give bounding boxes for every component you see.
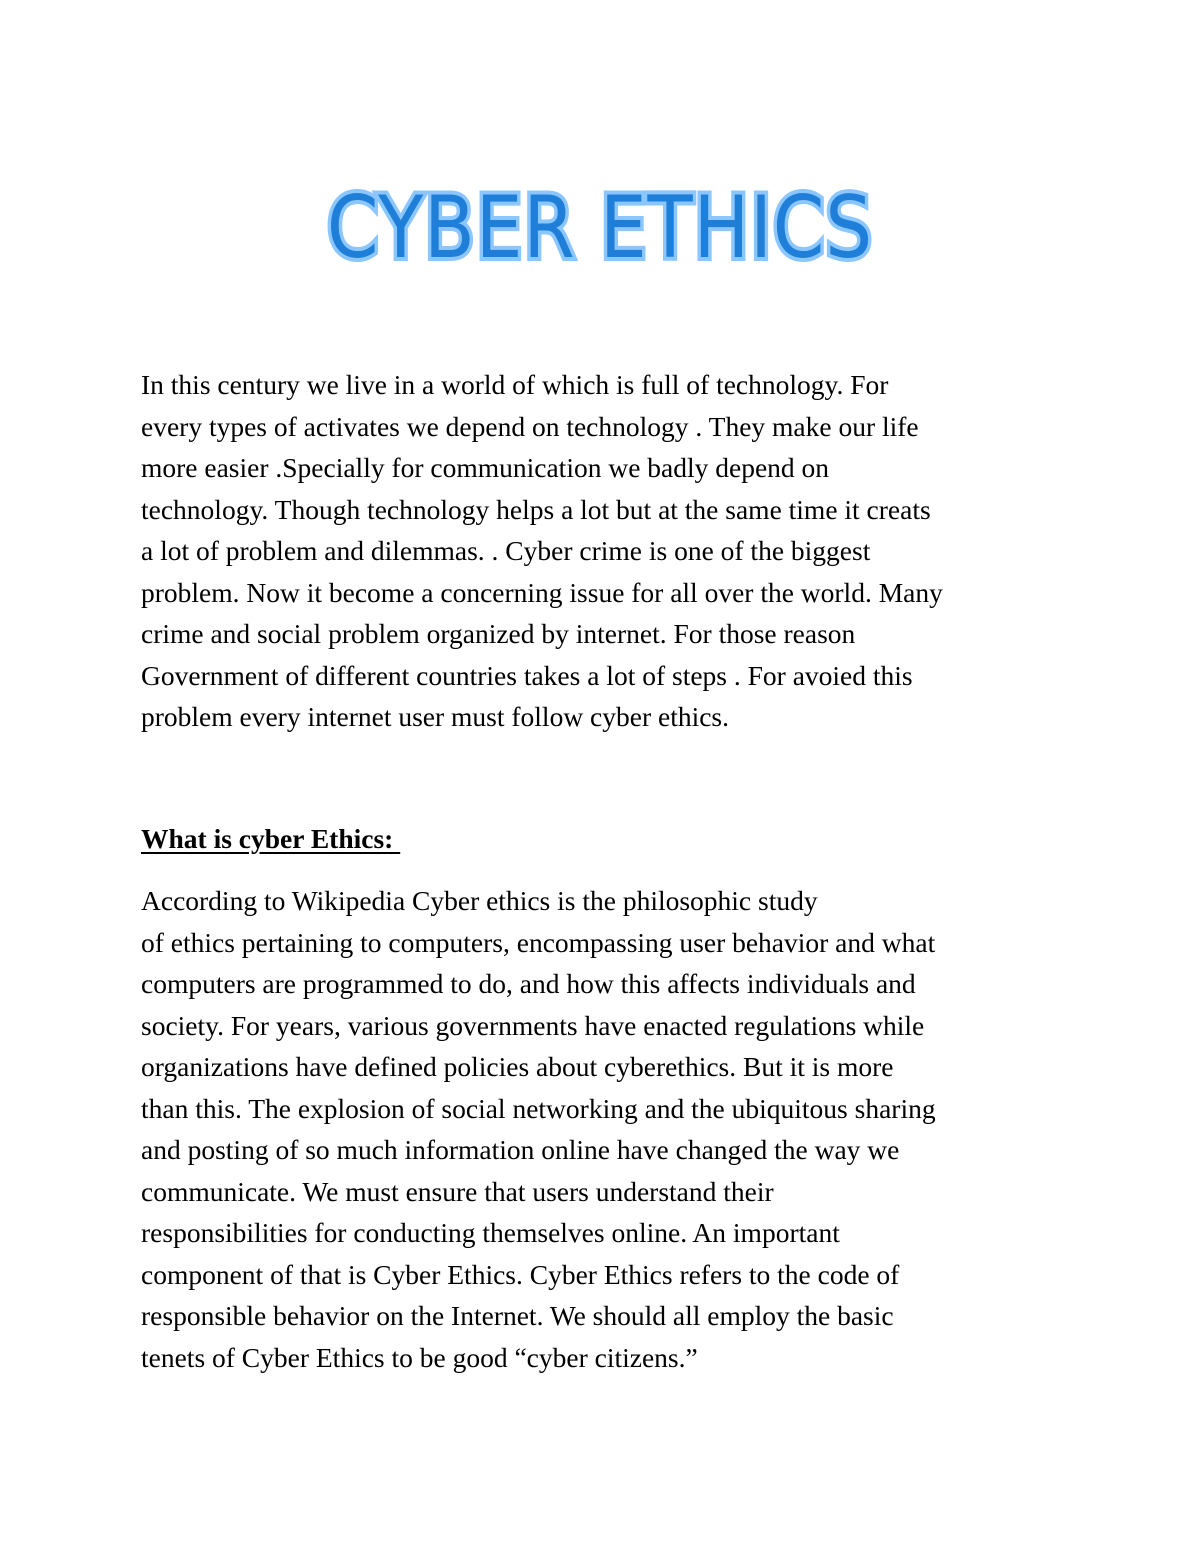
text-line: a lot of problem and dilemmas. . Cyber crime is one of the biggest — [141, 535, 871, 566]
text-line: tenets of Cyber Ethics to be good “cyber citizens.” — [141, 1341, 698, 1373]
text-line: technology. Though technology helps a lot but at the same time it creats — [141, 493, 931, 525]
text-line: In this century we live in a world of which is full of technology. For — [141, 369, 889, 400]
text-line: component of that is Cyber Ethics. Cyber Ethics refers to the code of — [141, 1258, 900, 1290]
text-line: organizations have defined policies about cyberethics. But it is more — [141, 1051, 894, 1082]
text-line: than this. The explosion of social networking and the ubiquitous sharing — [141, 1092, 936, 1124]
text-line: crime and social problem organized by internet. For those reason — [141, 618, 856, 649]
document-title: CYBER ETHICS — [326, 178, 874, 278]
text-line: communicate. We must ensure that users understand their — [141, 1175, 774, 1207]
text-line: society. For years, various governments have enacted regulations while — [141, 1009, 925, 1041]
text-line: problem. Now it become a concerning issue for all over the world. Many — [141, 576, 943, 608]
section-heading: What is cyber Ethics: — [141, 823, 401, 854]
text-line: Government of different countries takes a lot of steps . For avoied this — [141, 659, 913, 691]
intro-paragraph — [141, 364, 1101, 738]
text-line: every types of activates we depend on technology . They make our life — [141, 410, 919, 442]
text-line: more easier .Specially for communication we badly depend on — [141, 452, 830, 483]
text-line: and posting of so much information online have changed the way we — [141, 1134, 900, 1165]
text-line: problem every internet user must follow cyber ethics. — [141, 701, 730, 732]
text-line: responsibilities for conducting themselves online. An important — [141, 1217, 840, 1248]
text-line: According to Wikipedia Cyber ethics is the philosophic study — [141, 885, 818, 916]
definition-paragraph — [141, 880, 1101, 1378]
text-line: responsible behavior on the Internet. We should all employ the basic — [141, 1300, 894, 1331]
text-line: of ethics pertaining to computers, encompassing user behavior and what — [141, 926, 936, 958]
text-line: computers are programmed to do, and how this affects individuals and — [141, 968, 916, 999]
